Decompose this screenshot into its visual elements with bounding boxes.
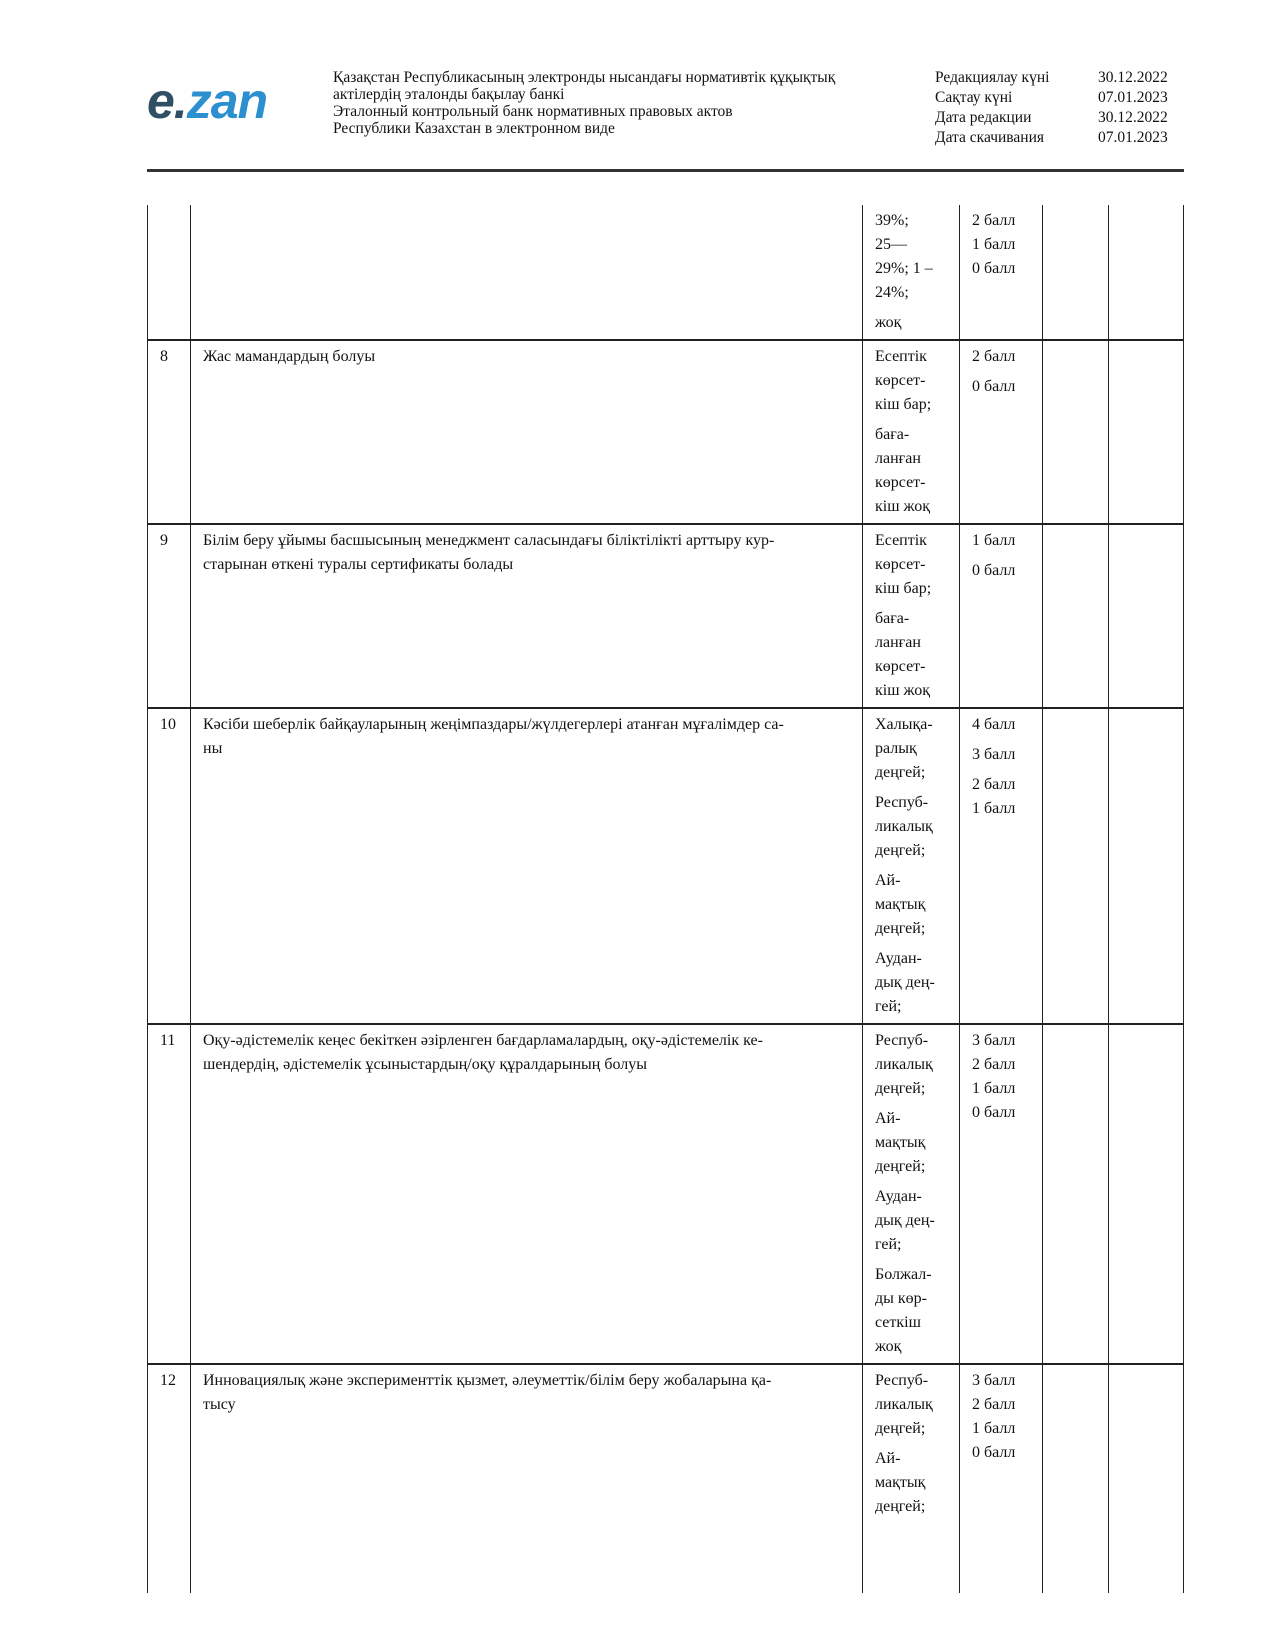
document-header <box>147 66 1182 166</box>
empty-cell <box>1043 708 1109 1024</box>
score-cell <box>960 708 1043 1024</box>
header-divider <box>147 169 1184 172</box>
indicator-text: Инновациялық және эксперименттік қызмет, әлеуметтік/білім беру жобаларына қа- тысу <box>191 1364 863 1593</box>
meta-row: Сақтау күні 07.01.2023 <box>935 89 1168 106</box>
level-cell <box>863 340 960 524</box>
level-text: Ай- мақтық деңгей; <box>875 1110 926 1175</box>
empty-cell <box>1043 524 1109 708</box>
bank-line: Эталонный контрольный банк нормативных правовых актов <box>333 103 733 120</box>
level-cell <box>863 708 960 1024</box>
row-number: 9 <box>148 524 191 708</box>
indicator-text: Жас мамандардың болуы <box>191 340 863 524</box>
score-text: 1 балл <box>972 532 1016 549</box>
level-text: Аудан- дық дең- гей; <box>875 1188 935 1253</box>
level-text: Респуб- ликалық деңгей; <box>875 1032 933 1097</box>
score-cell <box>960 205 1043 340</box>
score-cell <box>960 1024 1043 1364</box>
score-text: 4 балл <box>972 716 1016 733</box>
level-text: 39%; 25— 29%; 1 – 24%; <box>875 212 933 301</box>
meta-row: Дата скачивания 07.01.2023 <box>935 129 1168 146</box>
score-cell <box>960 1364 1043 1593</box>
level-text: Халықа- ралық деңгей; <box>875 716 933 781</box>
bank-line: Республики Казахстан в электронном виде <box>333 120 615 137</box>
indicator-text: Білім беру ұйымы басшысының менеджмент саласындағы біліктілікті арттыру кур- старынан өткені туралы сертификаты болады <box>191 524 863 708</box>
score-cell <box>960 340 1043 524</box>
table-row <box>148 1364 1184 1593</box>
criteria-table <box>147 205 1183 1593</box>
empty-cell <box>1043 205 1109 340</box>
level-text: Есептік көрсет- кіш бар; <box>875 532 932 597</box>
score-text: 2 балл <box>972 1396 1016 1413</box>
score-text: 2 балл <box>972 212 1016 229</box>
level-text: жоқ <box>875 314 902 331</box>
indicator-text: Оқу-әдістемелік кеңес бекіткен әзірленген бағдарламалардың, оқу-әдістемелік ке- шендердің, әдістемелік ұсыныстардың/оқу құралдарының болуы <box>191 1024 863 1364</box>
row-number: 10 <box>148 708 191 1024</box>
empty-cell <box>1109 1364 1184 1593</box>
empty-cell <box>1109 340 1184 524</box>
table-row <box>148 1024 1184 1364</box>
score-text: 2 балл <box>972 776 1016 793</box>
bank-title <box>333 69 835 137</box>
level-text: Болжал- ды көр- сеткіш жоқ <box>875 1266 932 1355</box>
score-text: 0 балл <box>972 260 1016 277</box>
empty-cell <box>1109 524 1184 708</box>
level-text: Ай- мақтық деңгей; <box>875 1450 926 1515</box>
score-text: 0 балл <box>972 378 1016 395</box>
row-number: 12 <box>148 1364 191 1593</box>
score-text: 0 балл <box>972 1444 1016 1461</box>
level-cell <box>863 524 960 708</box>
score-cell <box>960 524 1043 708</box>
score-text: 1 балл <box>972 800 1016 817</box>
bank-line: Қазақстан Республикасының электронды нысандағы нормативтік құқықтық <box>333 69 836 86</box>
empty-cell <box>1109 708 1184 1024</box>
score-text: 3 балл <box>972 1032 1016 1049</box>
meta-row: Редакциялау күні 30.12.2022 <box>935 69 1168 86</box>
level-text: Аудан- дық дең- гей; <box>875 950 935 1015</box>
table-row <box>148 340 1184 524</box>
empty-cell <box>1043 1024 1109 1364</box>
score-text: 1 балл <box>972 1420 1016 1437</box>
level-cell <box>863 1024 960 1364</box>
score-text: 2 балл <box>972 348 1016 365</box>
level-text: бағa- ланған көрсет- кіш жоқ <box>875 610 930 699</box>
meta-row: Дата редакции 30.12.2022 <box>935 109 1168 126</box>
score-text: 0 балл <box>972 562 1016 579</box>
row-number <box>148 205 191 340</box>
score-text: 3 балл <box>972 746 1016 763</box>
table-row <box>148 524 1184 708</box>
level-text: Ай- мақтық деңгей; <box>875 872 926 937</box>
score-text: 1 балл <box>972 236 1016 253</box>
indicator-text <box>191 205 863 340</box>
score-text: 2 балл <box>972 1056 1016 1073</box>
level-text: Респуб- ликалық деңгей; <box>875 1372 933 1437</box>
empty-cell <box>1109 1024 1184 1364</box>
empty-cell <box>1043 1364 1109 1593</box>
level-cell <box>863 1364 960 1593</box>
table-row <box>148 205 1184 340</box>
score-text: 1 балл <box>972 1080 1016 1097</box>
row-number: 11 <box>148 1024 191 1364</box>
level-text: Есептік көрсет- кіш бар; <box>875 348 932 413</box>
ezan-logo: e.zan <box>147 73 268 129</box>
score-text: 0 балл <box>972 1104 1016 1121</box>
document-dates <box>935 68 1168 148</box>
level-text: Респуб- ликалық деңгей; <box>875 794 933 859</box>
empty-cell <box>1109 205 1184 340</box>
empty-cell <box>1043 340 1109 524</box>
row-number: 8 <box>148 340 191 524</box>
bank-line: актілердің эталонды бақылау банкі <box>333 86 565 103</box>
indicator-text: Кәсіби шеберлік байқауларының жеңімпаздары/жүлдегерлері атанған мұғалімдер са- ны <box>191 708 863 1024</box>
level-cell <box>863 205 960 340</box>
level-text: баға- ланған көрсет- кіш жоқ <box>875 426 930 515</box>
table-row <box>148 708 1184 1024</box>
score-text: 3 балл <box>972 1372 1016 1389</box>
